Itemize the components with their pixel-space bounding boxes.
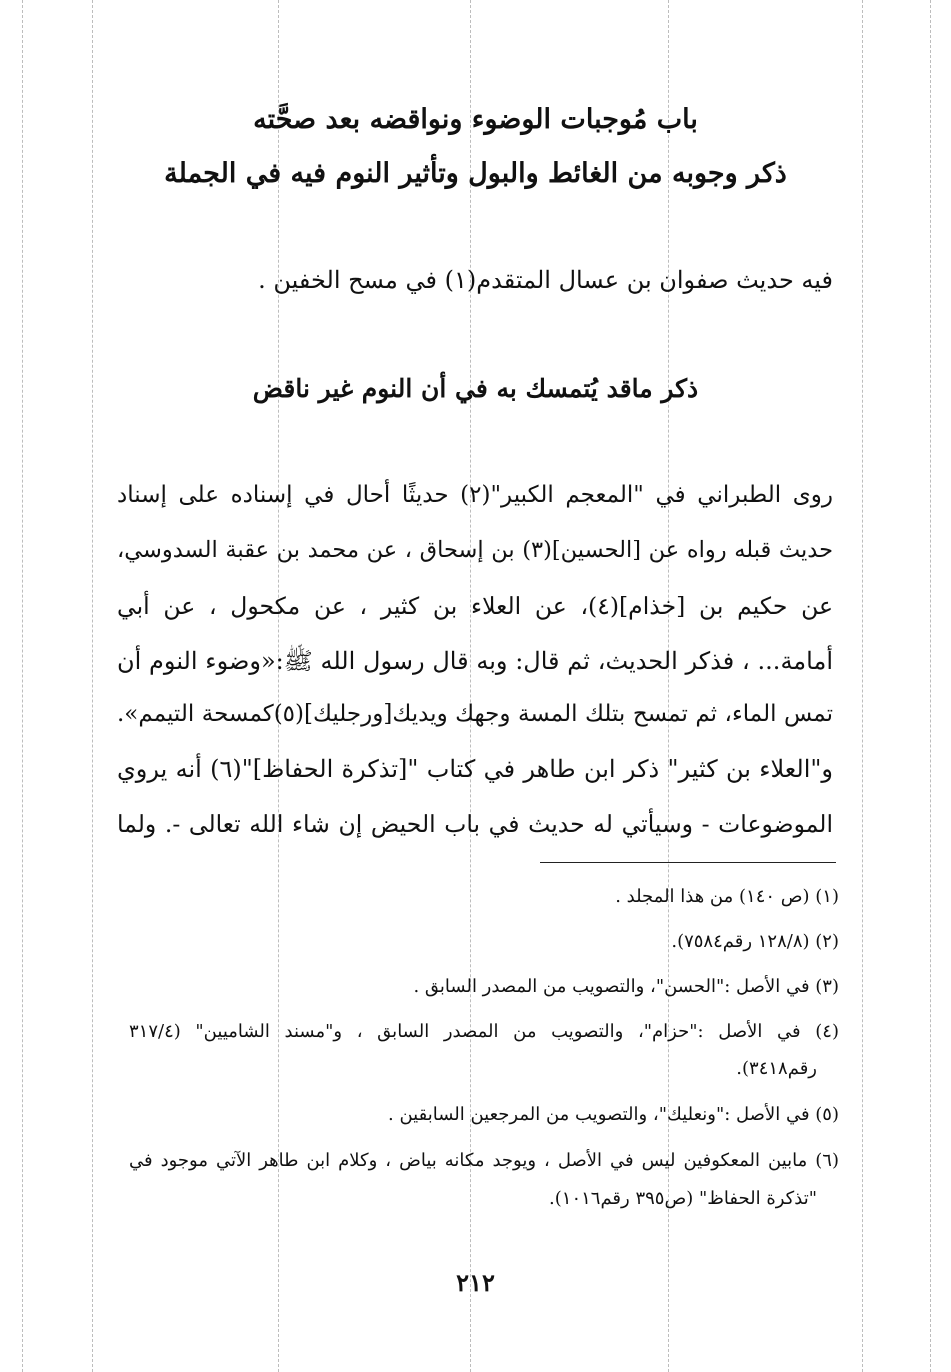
footnote-separator [540,862,836,863]
body-text-line: عن حكيم بن [خذام](٤)، عن العلاء بن كثير ، عن مكحول ، عن أبي [117,592,833,620]
chapter-title-line-2: ذكر وجوبه من الغائط والبول وتأثير النوم فيه في الجملة [164,158,787,189]
scan-guide-line [92,0,93,1372]
scan-guide-line [22,0,23,1372]
section-heading: ذكر ماقد يُتمسك به في أن النوم غير ناقض [252,374,699,403]
footnote-6-continuation: "تذكرة الحفاظ" (ص٣٩٥ رقم١٠١٦). [549,1188,817,1209]
body-text-line: حديث قبله رواه عن [الحسين](٣) بن إسحاق ، عن محمد بن عقبة السدوسي، [117,537,833,563]
body-text-line: أمامة... ، فذكر الحديث، ثم قال: وبه قال رسول الله ﷺ:«وضوء النوم أن [117,647,833,675]
footnote-4-continuation: رقم٣٤١٨). [736,1058,817,1079]
intro-paragraph: فيه حديث صفوان بن عسال المتقدم(١) في مسح الخفين . [258,266,833,294]
footnote-4: (٤) في الأصل :"حزام"، والتصويب من المصدر السابق ، و"مسند الشاميين" (٣١٧/٤ [129,1021,839,1042]
footnote-5: (٥) في الأصل :"ونعليك"، والتصويب من المرجعين السابقين . [388,1104,839,1125]
footnote-2: (٢) (١٢٨/٨ رقم٧٥٨٤). [671,931,839,952]
scan-guide-line [930,0,931,1372]
body-text-line: و"العلاء بن كثير" ذكر ابن طاهر في كتاب "[تذكرة الحفاظ]"(٦) أنه يروي [117,755,833,783]
body-text-line: الموضوعات - وسيأتي له حديث في باب الحيض إن شاء الله تعالى -. ولما [117,810,833,838]
footnote-6: (٦) مابين المعكوفين ليس في الأصل ، ويوجد مكانه بياض ، وكلام ابن طاهر الآتي موجود في [129,1150,839,1171]
page-number: ٢١٢ [456,1268,495,1297]
footnote-3: (٣) في الأصل :"الحسن"، والتصويب من المصدر السابق . [413,976,839,997]
footnote-1: (١) (ص ١٤٠) من هذا المجلد . [615,886,839,907]
chapter-title-line-1: باب مُوجبات الوضوء ونواقضه بعد صحَّته [253,104,698,135]
scan-guide-line [862,0,863,1372]
body-text-line: روى الطبراني في "المعجم الكبير"(٢) حديثًا أحال في إسناده على إسناد [117,482,833,508]
body-text-line: تمس الماء، ثم تمسح بتلك المسة وجهك ويديك[ورجليك](٥)كمسحة التيمم». [117,701,833,727]
